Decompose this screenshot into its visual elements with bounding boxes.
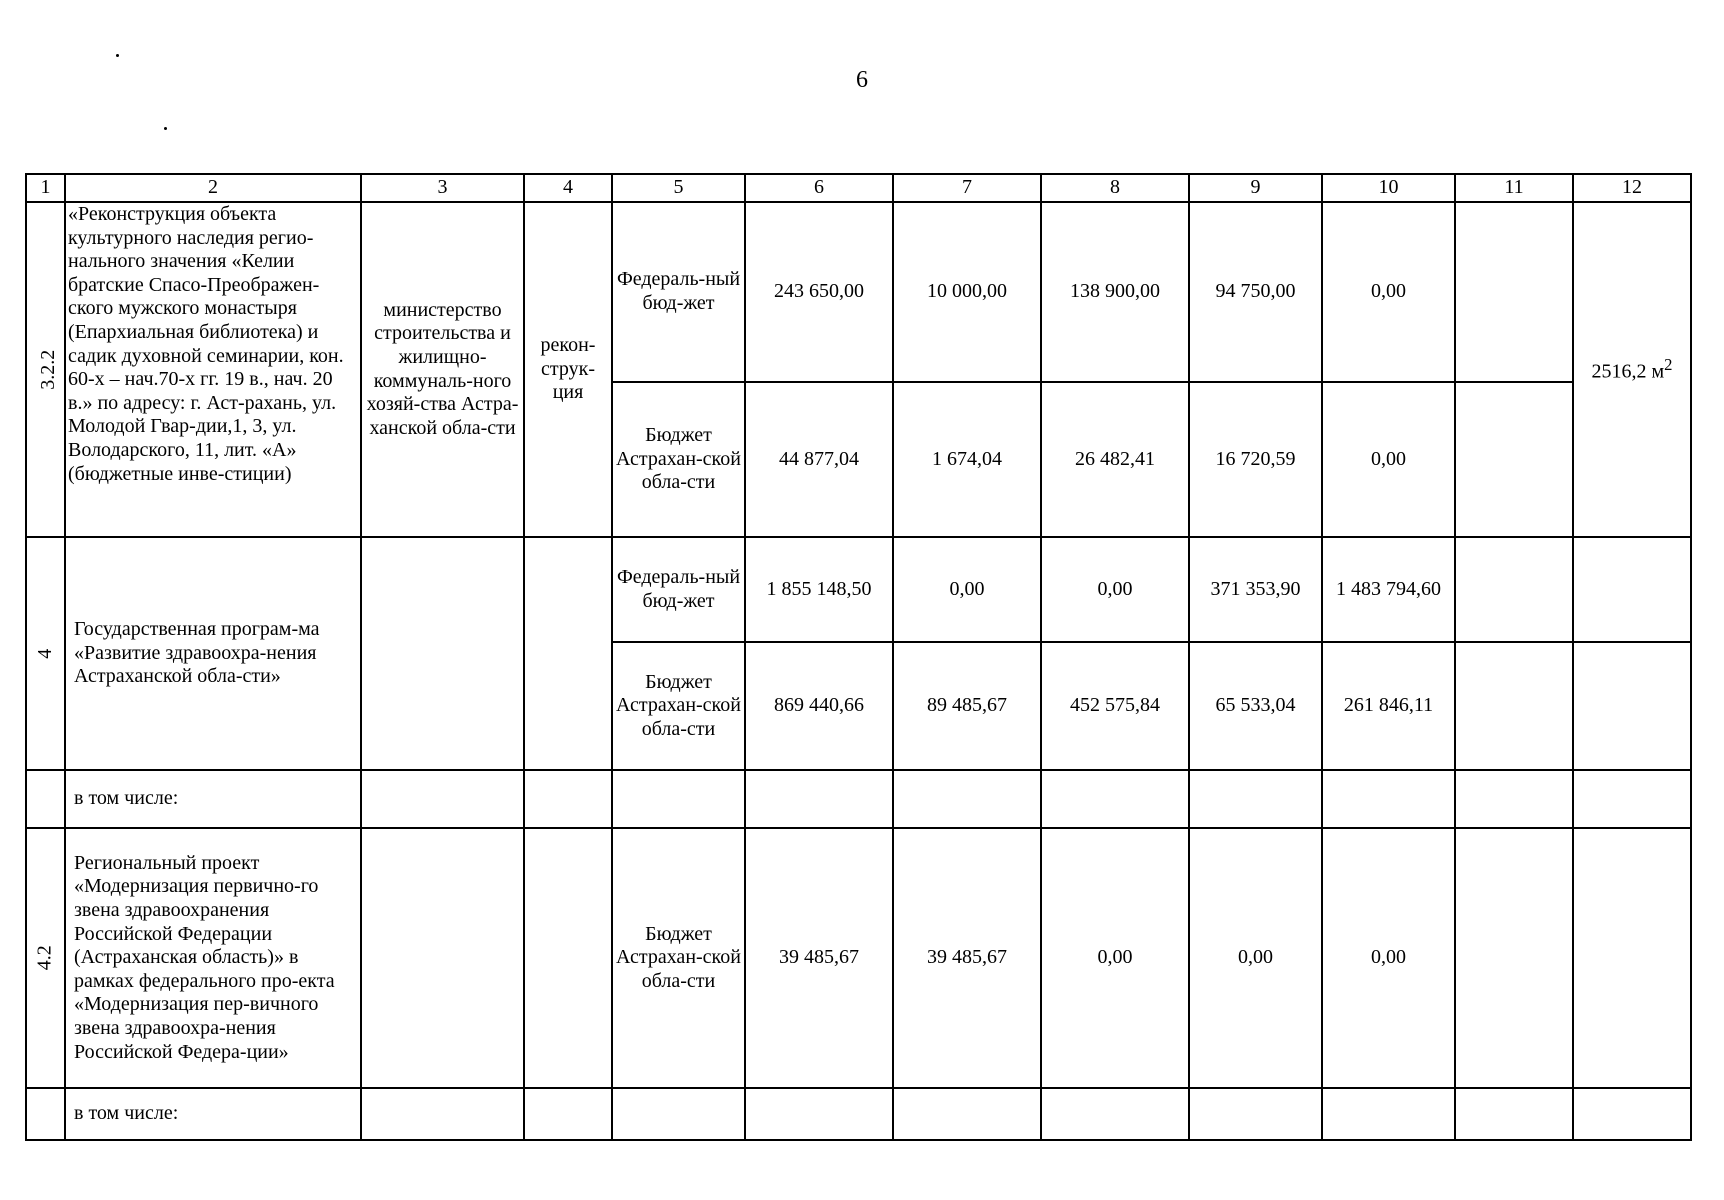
amount-year-4: 0,00: [1322, 382, 1455, 537]
empty-cell: [612, 770, 745, 828]
row-number: 3.2.2: [37, 349, 60, 390]
empty-cell: [612, 1088, 745, 1140]
budget-table: [25, 173, 1692, 1141]
empty-cell: [361, 770, 524, 828]
empty-cell: [1322, 1088, 1455, 1140]
col-header: 12: [1573, 174, 1691, 202]
amount-year-3: 16 720,59: [1189, 382, 1322, 537]
amount-year-5: [1455, 642, 1573, 770]
amount-year-4: 261 846,11: [1322, 642, 1455, 770]
amount-year-5: [1455, 382, 1573, 537]
col-header: 7: [893, 174, 1041, 202]
empty-cell: [1573, 1088, 1691, 1140]
result-cell: [1573, 828, 1691, 1088]
amount-year-1: 10 000,00: [893, 202, 1041, 382]
funding-source: Бюджет Астрахан-ской обла-сти: [612, 828, 745, 1088]
activity-name: Региональный проект «Модернизация первично-го звена здравоохранения Российской Федерации (Астраханская область)» в рамках федерального про-екта «Модернизация пер-вичного звена здравоохра-нения Российской Федера-ции»: [65, 828, 361, 1088]
col-header: 11: [1455, 174, 1573, 202]
row-number: 4: [33, 648, 56, 659]
result-unit-sup: 2: [1664, 354, 1673, 374]
empty-cell: [1322, 770, 1455, 828]
amount-year-3: 371 353,90: [1189, 537, 1322, 642]
col-header: 9: [1189, 174, 1322, 202]
amount-year-4: 0,00: [1322, 828, 1455, 1088]
funding-source: Бюджет Астрахан-ской обла-сти: [612, 642, 745, 770]
col-header: 6: [745, 174, 893, 202]
amount-year-5: [1455, 828, 1573, 1088]
row-number: 4.2: [33, 945, 56, 971]
col-header: 10: [1322, 174, 1455, 202]
amount-year-5: [1455, 537, 1573, 642]
amount-year-3: 65 533,04: [1189, 642, 1322, 770]
table-row: [26, 202, 1691, 382]
empty-cell: [1041, 1088, 1189, 1140]
empty-cell: [745, 1088, 893, 1140]
col-header: 8: [1041, 174, 1189, 202]
amount-year-1: 1 674,04: [893, 382, 1041, 537]
amount-total: 39 485,67: [745, 828, 893, 1088]
page-number: 6: [856, 67, 868, 93]
table-row: [26, 770, 1691, 828]
amount-year-2: 452 575,84: [1041, 642, 1189, 770]
amount-total: 44 877,04: [745, 382, 893, 537]
row-number-cell: [26, 828, 65, 1088]
empty-cell: [893, 770, 1041, 828]
executor: [361, 828, 524, 1088]
result-cell: [1573, 642, 1691, 770]
col-header: 1: [26, 174, 65, 202]
row-number-cell: [26, 770, 65, 828]
empty-cell: [1189, 1088, 1322, 1140]
empty-cell: [1041, 770, 1189, 828]
empty-cell: [1455, 1088, 1573, 1140]
amount-year-3: 94 750,00: [1189, 202, 1322, 382]
empty-cell: [1573, 770, 1691, 828]
empty-cell: [1189, 770, 1322, 828]
activity-type: [524, 828, 612, 1088]
row-number-cell: [26, 1088, 65, 1140]
empty-cell: [361, 1088, 524, 1140]
activity-name: Государственная програм-ма «Развитие здравоохра-нения Астраханской обла-сти»: [65, 537, 361, 770]
col-header: 3: [361, 174, 524, 202]
amount-total: 869 440,66: [745, 642, 893, 770]
table-row: [26, 1088, 1691, 1140]
amount-year-2: 0,00: [1041, 537, 1189, 642]
amount-year-2: 26 482,41: [1041, 382, 1189, 537]
amount-year-1: 39 485,67: [893, 828, 1041, 1088]
executor: министерство строительства и жилищно-коммуналь-ного хозяй-ства Астра-ханской обла-сти: [361, 202, 524, 537]
amount-year-5: [1455, 202, 1573, 382]
result-cell: [1573, 537, 1691, 642]
activity-type: рекон-струк-ция: [524, 202, 612, 537]
empty-cell: [1455, 770, 1573, 828]
amount-total: 243 650,00: [745, 202, 893, 382]
row-number-cell: [26, 537, 65, 770]
funding-source: Федераль-ный бюд-жет: [612, 202, 745, 382]
empty-cell: [745, 770, 893, 828]
col-header: 2: [65, 174, 361, 202]
col-header: 4: [524, 174, 612, 202]
amount-year-1: 89 485,67: [893, 642, 1041, 770]
executor: [361, 537, 524, 770]
amount-year-4: 0,00: [1322, 202, 1455, 382]
table-row: [26, 828, 1691, 1088]
empty-cell: [893, 1088, 1041, 1140]
amount-year-2: 0,00: [1041, 828, 1189, 1088]
amount-year-3: 0,00: [1189, 828, 1322, 1088]
including-label: в том числе:: [65, 1088, 361, 1140]
empty-cell: [524, 1088, 612, 1140]
including-label: в том числе:: [65, 770, 361, 828]
header-row: [26, 174, 1691, 202]
scan-speck: [164, 127, 167, 130]
row-number-cell: [26, 202, 65, 537]
funding-source: Федераль-ный бюд-жет: [612, 537, 745, 642]
amount-year-4: 1 483 794,60: [1322, 537, 1455, 642]
table-row: [26, 537, 1691, 642]
funding-source: Бюджет Астрахан-ской обла-сти: [612, 382, 745, 537]
amount-total: 1 855 148,50: [745, 537, 893, 642]
result-value: 2516,2 м: [1591, 360, 1665, 383]
empty-cell: [524, 770, 612, 828]
activity-name: «Реконструкция объекта культурного наследия регио-нального значения «Келии братские Спасо-Преображен-ского мужского монастыря (Епархиальная библиотека) и садик духовной семинарии, кон. 60-х – нач.70-х гг. 19 в., нач. 20 в.» по адресу: г. Аст-рахань, ул. Молодой Гвар-дии,1, 3, ул. Володарского, 11, лит. «А» (бюджетные инве-стиции): [65, 202, 361, 537]
result-cell: [1573, 202, 1691, 537]
col-header: 5: [612, 174, 745, 202]
activity-type: [524, 537, 612, 770]
amount-year-1: 0,00: [893, 537, 1041, 642]
scan-speck: [116, 54, 119, 57]
amount-year-2: 138 900,00: [1041, 202, 1189, 382]
